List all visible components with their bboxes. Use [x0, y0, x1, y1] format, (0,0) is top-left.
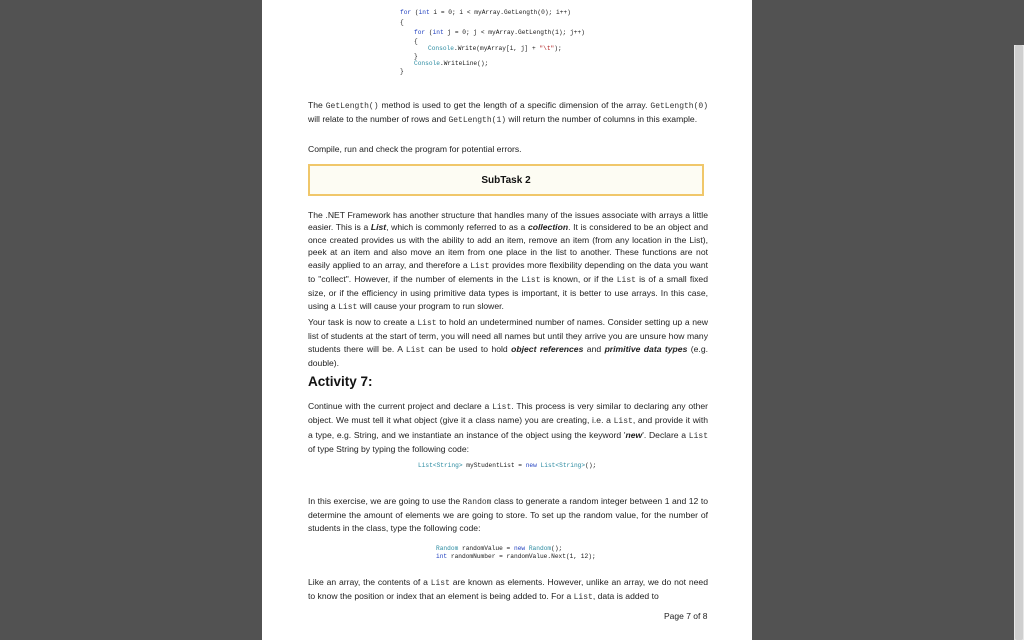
vertical-scrollbar[interactable]: [1014, 45, 1024, 640]
paragraph-declare-list: Continue with the current project and declare a List. This process is very similar to declaring any other object. We must tell it what object (give it a class name) you are creating, i.e. a List, and provide it with a type, e.g. String, and we instantiate an instance of the object using the keyword 'new'. Declare a List of type String by typing the following code:: [308, 401, 708, 455]
code-brace: }: [414, 53, 418, 60]
document-page: [262, 0, 752, 640]
code-brace: }: [400, 68, 404, 75]
paragraph-task: Your task is now to create a List to hold an undetermined number of names. Consider setting up a new list of students at the start of term, you will need all names but until they arrive you are unsure how many students there will be. A List can be used to hold object references and primitive data types (e.g. double).: [308, 317, 709, 369]
paragraph-elements: Like an array, the contents of a List are known as elements. However, unlike an array, we do not need to know the position or index that an element is being added to. For a List, data is added to: [308, 577, 708, 603]
subtask-title: SubTask 2: [481, 174, 531, 186]
code-line-list-declaration: List<String> myStudentList = new List<String>();: [418, 462, 597, 469]
code-line: Console.Write(myArray[i, j] + "\t");: [428, 45, 562, 52]
code-brace: {: [414, 38, 418, 45]
paragraph-getlength: The GetLength() method is used to get the length of a specific dimension of the array. GetLength(0) will relate to the number of rows and GetLength(1) will return the number of columns in this example.: [308, 100, 708, 126]
activity-heading: Activity 7:: [308, 374, 373, 389]
paragraph-list-intro: The .NET Framework has another structure that handles many of the issues associate with arrays a little easier. This is a List, which is commonly referred to as a collection. It is considered to be an object and once created provides us with the ability to add an item, remove an item (from any location in the List), peek at an item and also move an item from one place in the list to another. These functions are not easily applied to an array, and therefore a List provides more flexibility depending on the data you want to "collect". However, if the number of elements in the List is known, or if the List is of a small fixed size, or if the efficiency in using primitive data types is important, it is better to use arrays. In this case, using a List will cause your program to run slower.: [308, 210, 708, 312]
code-line: for (int i = 0; i < myArray.GetLength(0); i++): [400, 9, 571, 16]
code-line-random: Random randomValue = new Random();: [436, 545, 563, 552]
code-brace: {: [400, 19, 404, 26]
page-number: Page 7 of 8: [664, 611, 708, 621]
subtask-box: [308, 164, 704, 196]
code-line-random-number: int randomNumber = randomValue.Next(1, 12);: [436, 553, 596, 560]
paragraph-compile: Compile, run and check the program for potential errors.: [308, 144, 522, 154]
code-line: Console.WriteLine();: [414, 60, 489, 67]
scrollbar-thumb[interactable]: [1015, 45, 1023, 640]
code-line: for (int j = 0; j < myArray.GetLength(1); j++): [414, 29, 585, 36]
paragraph-random: In this exercise, we are going to use the Random class to generate a random integer between 1 and 12 to determine the amount of elements we are going to store. To set up the random value, for the number of students in the class, type the following code:: [308, 496, 708, 533]
